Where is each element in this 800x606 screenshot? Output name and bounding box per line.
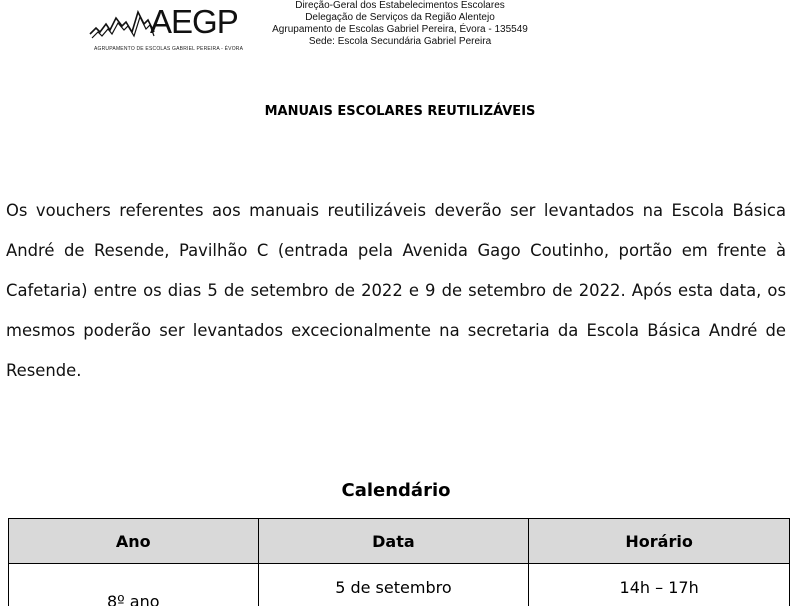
logo-text: AEGP [150, 3, 238, 40]
aegp-logo [88, 2, 253, 58]
rooftops-logo-icon [88, 2, 158, 46]
body-paragraph: Os vouchers referentes aos manuais reutilizáveis deverão ser levantados na Escola Básica André de Resende, Pavilhão C (entrada pela Avenida Gago Coutinho, portão em frente à Cafetaria) entre os dias 5 de setembro de 2022 e 9 de setembro de 2022. Após esta data, os mesmos poderão ser levantados excecionalmente na secretaria da Escola Básica André de Resende. [6, 201, 786, 380]
logo-subtitle: AGRUPAMENTO DE ESCOLAS GABRIEL PEREIRA - ÉVORA [94, 46, 244, 52]
letterhead-line-3: Agrupamento de Escolas Gabriel Pereira, Évora - 135549 [272, 24, 528, 35]
table-row [9, 564, 790, 606]
cell-horario: 14h – 17h [529, 564, 790, 606]
header-horario: Horário [529, 519, 790, 564]
letterhead [88, 0, 548, 60]
letterhead-line-1: Direção-Geral dos Estabelecimentos Escolares [295, 0, 505, 11]
calendar-table [8, 518, 790, 606]
cell-ano: 8º ano [9, 564, 259, 606]
document-title: MANUAIS ESCOLARES REUTILIZÁVEIS [264, 104, 536, 119]
header-data: Data [258, 519, 529, 564]
letterhead-line-4: Sede: Escola Secundária Gabriel Pereira [308, 36, 492, 47]
header-ano: Ano [9, 519, 259, 564]
letterhead-text [255, 0, 545, 48]
cell-data: 5 de setembro [258, 564, 529, 606]
calendar-title: Calendário [341, 480, 451, 501]
calendar-header-row [9, 519, 790, 564]
letterhead-line-2: Delegação de Serviços da Região Alentejo [305, 12, 495, 23]
